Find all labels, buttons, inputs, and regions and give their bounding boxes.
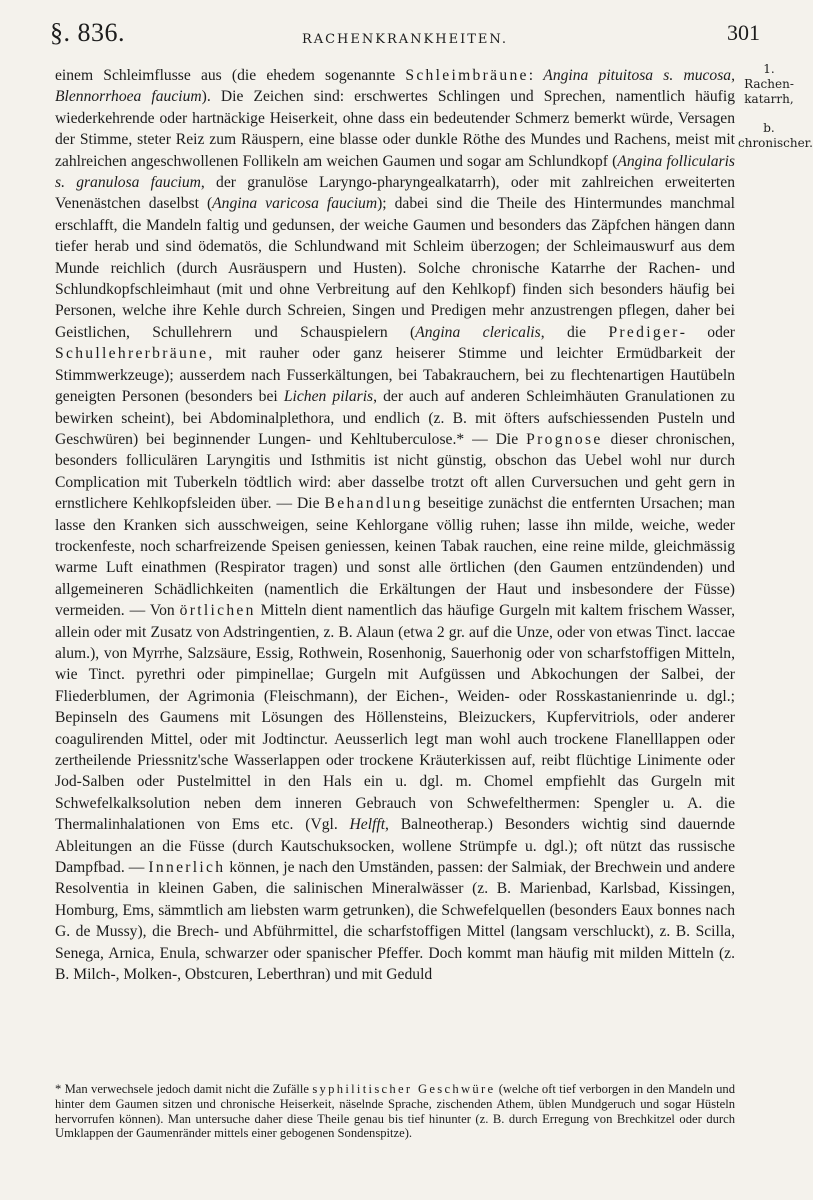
margin-letter: b. bbox=[763, 121, 775, 135]
running-title: RACHENKRANKHEITEN. bbox=[301, 32, 509, 47]
footnote-spaced-term: syphilitischer Geschwüre bbox=[312, 1082, 496, 1096]
page-header bbox=[50, 18, 760, 58]
text-run: , die bbox=[540, 323, 609, 341]
text-run: - oder bbox=[679, 323, 735, 341]
text-run: Mitteln dient namentlich das häufige Gurgeln mit kaltem frischem Wasser, allein oder mit Zusatz von Adstringentien, z. B. Alaun (etwa 2 gr. auf die Unze, oder von etwas Tinct. laccae alum.), von Myrrhe, Salzsäure, Essig, Rothwein, Rosenhonig, Sauerhonig oder von scharfstoffigen Mitteln, wie Tinct. pyrethri oder pimpinellae; Gurgeln mit Aufgüssen und Abkochungen der Salbei, der Fliederblumen, der Agrimonia (Fleischmann), der Eichen-, Weiden- oder Rosskastanienrinde u. dgl.; Bepinseln des Gaumens mit Lösungen des Höllensteins, Bleizuckers, Kupfervitriols, oder anderer coagulirenden Mittel, oder mit Jodtinctur. Aeusserlich legt man wohl auch trockene Flanelllappen oder zertheilende Priessnitz'sche Wasserlappen oder trockene Kräuterkissen auf, reibt flüchtige Linimente oder Jod-Salben oder Pustelmittel in den Hals ein u. dgl. m. Chomel empfiehlt das Gurgeln mit Schwefelkalksolution neben dem inneren Gebrauch von Schwefelthermen: Spengler u. A. die Thermalinhalationen von Ems etc. (Vgl. bbox=[55, 602, 736, 834]
text-run: : bbox=[528, 67, 544, 84]
text-run: , mit rauher oder ganz heiserer Stimme und leichter Ermüdbarkeit der Stimmwerkzeuge); ausserdem nach Fusserkältungen, bei Tabakrauchern, bei zu flechtenartigen Hautübeln geneigten Personen (besonders bei bbox=[55, 345, 735, 406]
footnote-run: (welche oft tief verborgen in den Mandeln und hinter dem Gaumen sitzen und chronische Heiserkeit, näselnde Sprache, zischenden Athem, üblen Mundgeruch und sogar Hüsteln hervorrufen können). Man untersuche daher diese Theile genau bis tief hinunter (z. B. durch Erregung von Brechkitzel oder durch Umklappen der Gaumenränder mittels einer gebogenen Sondenspitze). bbox=[55, 1082, 736, 1141]
spaced-term: Schullehrerbräune bbox=[55, 345, 209, 363]
margin-spacer bbox=[738, 107, 800, 121]
text-run: , der auch auf anderen Schleimhäuten Granulationen zu bewirken scheint), bei Abdominalplethora, und endlich (z. B. mit öfters aufschiessenden Pusteln und Geschwüren) bei beginnender Lungen- und Kehltuberculose.* — Die bbox=[55, 388, 735, 448]
spaced-term: Innerlich bbox=[148, 859, 226, 877]
margin-note bbox=[738, 62, 813, 151]
footnote bbox=[55, 1082, 735, 1141]
italic-term: Angina clericalis bbox=[415, 323, 541, 341]
italic-term: Lichen pilaris bbox=[283, 388, 374, 406]
text-run: einem Schleimflusse aus (die ehedem sogenannte bbox=[55, 67, 406, 84]
margin-line-3: chronischer. bbox=[738, 136, 813, 150]
text-run: beseitige zunächst die entfernten Ursachen; man lasse den Kranken sich ausschweigen, seine Kehlorgane völlig ruhen; lasse ihn milde, weiche, weder trockenfeste, noch scharfreizende Speisen geniessen, keinen Tabak rauchen, eine reine milde, gleichmässig warme Luft einathmen (Respirator tragen) und sonst alle örtlichen (den Gaumen entzündenden) und allgemeineren Schädlichkeiten (namentlich die Erkältungen der Haut und insbesondere der Füsse) vermeiden. — Von bbox=[55, 495, 735, 620]
spaced-term: Prognose bbox=[526, 430, 603, 448]
footnote-run: * Man verwechsele jedoch damit nicht die Zufälle bbox=[55, 1082, 313, 1096]
text-run: können, je nach den Umständen, passen: der Salmiak, der Brechwein und andere Resolventia in kleinen Gaben, die salinischen Mineralwässer (z. B. Marienbad, Karlsbad, Kissingen, Homburg, Ems, sämmtlich am liebsten warm getrunken), die Schwefelquellen (besonders Eaux bonnes nach G. de Mussy), die Brech- und Abführmittel, die scharfstoffigen Mittel (langsam verschluckt), z. B. Scilla, Senega, Arnica, Enula, schwarzer oder spanischer Pfeffer. Doch kommt man häufig mit milden Mitteln (z. B. Milch-, Molken-, Obstcuren, Leberthran) und mit Geduld bbox=[55, 859, 735, 984]
italic-term: Angina follicularis s. granulosa faucium bbox=[55, 152, 735, 192]
page-number: 301 bbox=[727, 20, 760, 45]
spaced-term: Behandlung bbox=[324, 495, 423, 513]
text-run: , der granulöse Laryngo-pharyngealkatarrh), oder mit zahlreichen erweiterten Venenästchen daselbst ( bbox=[55, 174, 735, 213]
italic-term: Helfft bbox=[349, 816, 386, 834]
margin-number: 1. bbox=[763, 62, 775, 76]
section-number: §. 836. bbox=[50, 18, 125, 47]
spaced-term: Schleimbräune bbox=[405, 67, 529, 84]
spaced-term: örtlichen bbox=[179, 602, 256, 620]
margin-line-1: Rachen- bbox=[744, 77, 794, 91]
italic-term: Angina pituitosa s. mucosa, Blennorrhoea faucium bbox=[55, 67, 735, 106]
italic-term: Angina varicosa faucium bbox=[212, 195, 378, 213]
text-run: dieser chronischen, besonders folliculären Laryngitis und Isthmitis ist nicht günstig, obschon das Uebel wohl nur durch Complication mit Tuberkeln tödtlich wird: aber dasselbe trotzt oft allen Curversuchen und geht gern in ernstlichere Kehlkopfsleiden über. — Die bbox=[55, 430, 735, 513]
paragraph bbox=[55, 65, 735, 985]
margin-line-2: katarrh, bbox=[744, 92, 794, 106]
text-run: ); dabei sind die Theile des Hintermundes manchmal erschlafft, die Mandeln faltig und gedunsen, der weiche Gaumen und besonders das Zäpfchen hängen dann tiefer herab und sind ödematös, die Schlundwand mit Schleim überzogen; der Schleimauswurf aus dem Munde reichlich (durch Ausräuspern und Husten). Solche chronische Katarrhe der Rachen- und Schlundkopfschleimhaut (mit und ohne Verbreitung auf den Kehlkopf) finden sich besonders häufig bei Personen, welche ihre Kehle durch Schreien, Singen und Predigen mehr anzustrengen pflegen, daher bei Geistlichen, Schullehrern und Schauspielern ( bbox=[55, 195, 735, 341]
text-run: ). Die Zeichen sind: erschwertes Schlingen und Sprechen, namentlich häufig wiederkehrende oder hartnäckige Heiserkeit, ohne dass ein bedeutender Schmerz bemerkt würde, Versagen der Stimme, steter Reiz zum Räuspern, eine blasse oder dunkle Röthe des Mundes und Rachens, meist mit zahlreichen angeschwollenen Follikeln am weichen Gaumen und sogar am Schlundkopf ( bbox=[55, 88, 735, 170]
main-text bbox=[55, 65, 735, 985]
text-run: , Balneotherap.) Besonders wichtig sind dauernde Ableitungen an die Füsse (durch Kautschuksocken, wollene Strümpfe u. dgl.); oft nützt das russische Dampfbad. — bbox=[55, 816, 735, 877]
spaced-term: Prediger bbox=[608, 323, 680, 341]
